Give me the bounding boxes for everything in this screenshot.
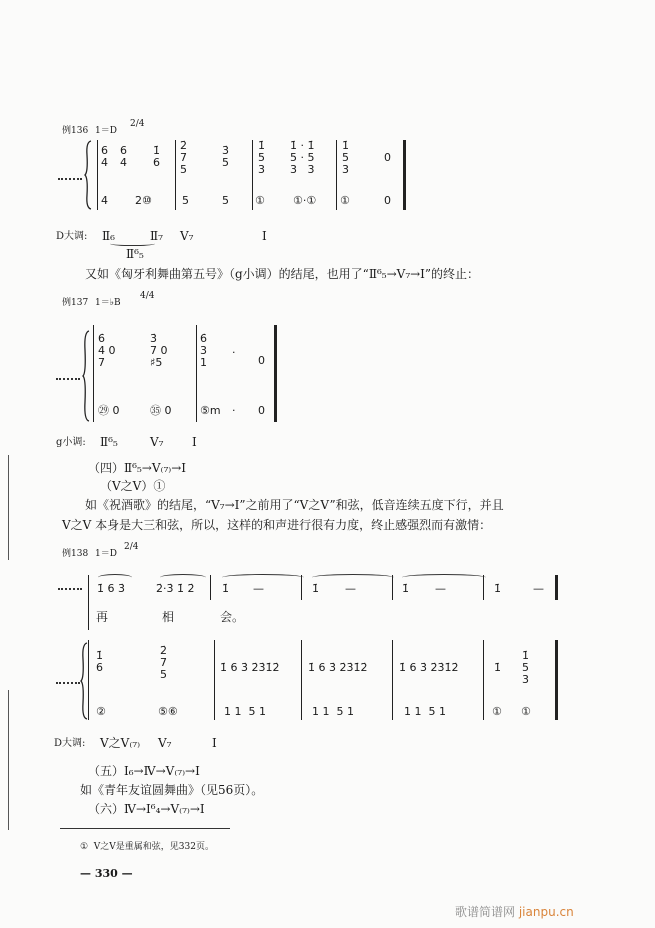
figure: 1̇ 6 3̇ 2̇3̇1̇2̇	[220, 661, 280, 674]
chord-symbol: Ⅰ	[262, 229, 267, 243]
section-subheading: （V之V）①	[100, 479, 166, 493]
bass-note: ①	[255, 194, 265, 207]
chord: 1̇ 5 3	[342, 139, 349, 176]
chord: 6 4	[120, 144, 127, 169]
bass-note: ㉟ 0	[150, 404, 172, 417]
system-connector	[56, 378, 80, 380]
bass-note: 5	[182, 194, 189, 207]
bar-line	[301, 640, 302, 720]
scan-artifact-line	[8, 455, 9, 560]
bass-figure: 1 1 5 1	[404, 705, 446, 718]
chord-symbol: Ⅱ⁶₅	[126, 247, 144, 261]
final-bar-line	[555, 640, 558, 720]
melody-note: 1̇ 6 3̇	[97, 582, 125, 595]
chord-symbol: Ⅱ₇	[150, 229, 163, 243]
chord: 3̇ 7 0 ♯5	[150, 332, 168, 369]
rest: 0	[258, 354, 265, 367]
bass-note: ①·①	[293, 194, 317, 207]
dash: —	[533, 582, 544, 595]
bar-line	[252, 140, 253, 210]
section-heading: （四）Ⅱ⁶₅→V₍₇₎→Ⅰ	[88, 461, 186, 475]
bar-line	[97, 140, 98, 210]
grouping-brace	[110, 240, 155, 246]
bass-figure: 1 1 5 1	[224, 705, 266, 718]
paragraph: V之V 本身是大三和弦，所以，这样的和声进行很有力度，终止感强烈而有激情：	[62, 518, 492, 532]
bass-note: ①	[492, 705, 502, 718]
bar-line	[88, 640, 89, 720]
key-signature: 1＝D	[95, 549, 117, 559]
time-signature: 2/4	[124, 542, 139, 552]
chord: 3̇ 5	[222, 144, 229, 169]
dash: —	[435, 582, 446, 595]
section-heading: （五）Ⅰ₆→Ⅳ→V₍₇₎→Ⅰ	[88, 764, 200, 778]
chord-symbol: V之V₍₇₎	[100, 736, 141, 750]
chord: 1̇ 6	[96, 649, 103, 674]
paragraph: 又如《匈牙利舞曲第五号》（g小调）的结尾，也用了“Ⅱ⁶₅→V₇→Ⅰ”的终止：	[85, 267, 480, 281]
chord: 6̇ 3 1	[200, 332, 207, 369]
bar-line	[214, 640, 215, 720]
chord-key-label: D大调:	[54, 738, 86, 749]
tie	[402, 574, 486, 581]
chord-symbol: Ⅰ	[212, 736, 217, 750]
paragraph: 如《祝酒歌》的结尾，“V₇→Ⅰ”之前用了“V之V”和弦，低音连续五度下行，并且	[85, 498, 504, 512]
bass-note: 2⑩	[135, 194, 152, 207]
chord: 6 4	[101, 144, 108, 169]
slur	[160, 574, 206, 581]
tie	[222, 574, 304, 581]
bass-note: ①	[521, 705, 531, 718]
final-bar-line	[274, 325, 277, 422]
section-heading: （六）Ⅳ→Ⅰ⁶₄→V₍₇₎→Ⅰ	[88, 802, 205, 816]
bar-line	[483, 640, 484, 720]
bass-figure: 1 1 5 1	[312, 705, 354, 718]
melody-note: 1̇	[222, 582, 229, 595]
dash: —	[253, 582, 264, 595]
page-number: — 330 —	[80, 867, 133, 880]
bar-line	[210, 575, 211, 600]
melody-note: 1̇	[312, 582, 319, 595]
melody-note: 2̇·3̇ 1̇ 2̇	[156, 582, 195, 595]
chord: 1̇ 6	[153, 144, 160, 169]
chord-symbol: Ⅱ₆	[102, 229, 115, 243]
rest: 0	[384, 151, 391, 164]
watermark-cn: 歌谱简谱网	[455, 905, 516, 919]
bass-note: 4	[101, 194, 108, 207]
final-bar-line	[555, 575, 558, 600]
watermark-en: jianpu.cn	[518, 905, 574, 919]
example-label: 例137	[62, 298, 89, 308]
dash: —	[345, 582, 356, 595]
bar-line	[336, 140, 337, 210]
dot: ·	[232, 346, 236, 359]
figure: 1̇ 6 3̇ 2̇3̇1̇2̇	[308, 661, 368, 674]
melody-note: 1̇	[494, 582, 501, 595]
chord-symbol: V₇	[150, 435, 164, 449]
final-bar-line	[403, 140, 406, 210]
key-signature: 1＝♭B	[95, 298, 121, 308]
system-connector	[58, 588, 82, 590]
figure: 1̇ 6 3̇ 2̇3̇1̇2̇	[399, 661, 459, 674]
example-label: 例138	[62, 549, 89, 559]
bass-note: ㉙ 0	[98, 404, 120, 417]
chord: 6̇ 4 0 7	[98, 332, 116, 369]
bass-note: 5	[222, 194, 229, 207]
rest: 0	[258, 404, 265, 417]
brace	[84, 140, 92, 210]
time-signature: 4/4	[140, 291, 155, 301]
brace	[82, 330, 90, 422]
footnote-divider	[60, 828, 230, 829]
chord-symbol: Ⅱ⁶₅	[100, 435, 118, 449]
chord: 2̇ 7 5	[180, 139, 187, 176]
bar-line	[175, 140, 176, 210]
bar-line	[88, 575, 89, 630]
brace	[80, 642, 88, 720]
system-connector	[56, 682, 80, 684]
chord: 1̇ · 1̇ 5 · 5 3 3	[290, 139, 315, 176]
bass-note: ⑤m	[200, 404, 221, 417]
lyric: 会。	[220, 610, 245, 624]
bass-note: ②	[96, 705, 106, 718]
bass-note: ⑤⑥	[158, 705, 178, 718]
time-signature: 2/4	[130, 119, 145, 129]
chord: 2̇ 7 5	[160, 644, 167, 681]
watermark	[455, 903, 574, 920]
bass-note: 0	[384, 194, 391, 207]
example-label: 例136	[62, 126, 89, 136]
system-connector	[58, 178, 82, 180]
chord: 1̇ 5 3	[522, 649, 529, 686]
lyric: 再	[96, 610, 109, 624]
bar-line	[93, 325, 94, 422]
bar-line	[196, 325, 197, 422]
melody-note: 1̇	[402, 582, 409, 595]
chord-key-label: g小调:	[56, 437, 86, 448]
paragraph: 如《青年友谊圆舞曲》（见56页）。	[80, 783, 264, 797]
chord-key-label: D大调:	[56, 231, 88, 242]
dot: ·	[232, 404, 236, 417]
chord-symbol: Ⅰ	[192, 435, 197, 449]
chord-symbol: V₇	[158, 736, 172, 750]
bar-line	[392, 640, 393, 720]
chord: 1̇	[494, 661, 501, 674]
scan-artifact-line	[8, 690, 9, 830]
key-signature: 1＝D	[95, 126, 117, 136]
footnote: ① V之V是重属和弦，见332页。	[80, 842, 214, 852]
tie	[312, 574, 394, 581]
chord-symbol: V₇	[180, 229, 194, 243]
chord: 1̇ 5 3	[258, 139, 265, 176]
bass-note: ①	[340, 194, 350, 207]
lyric: 相	[162, 610, 175, 624]
slur	[98, 574, 132, 581]
